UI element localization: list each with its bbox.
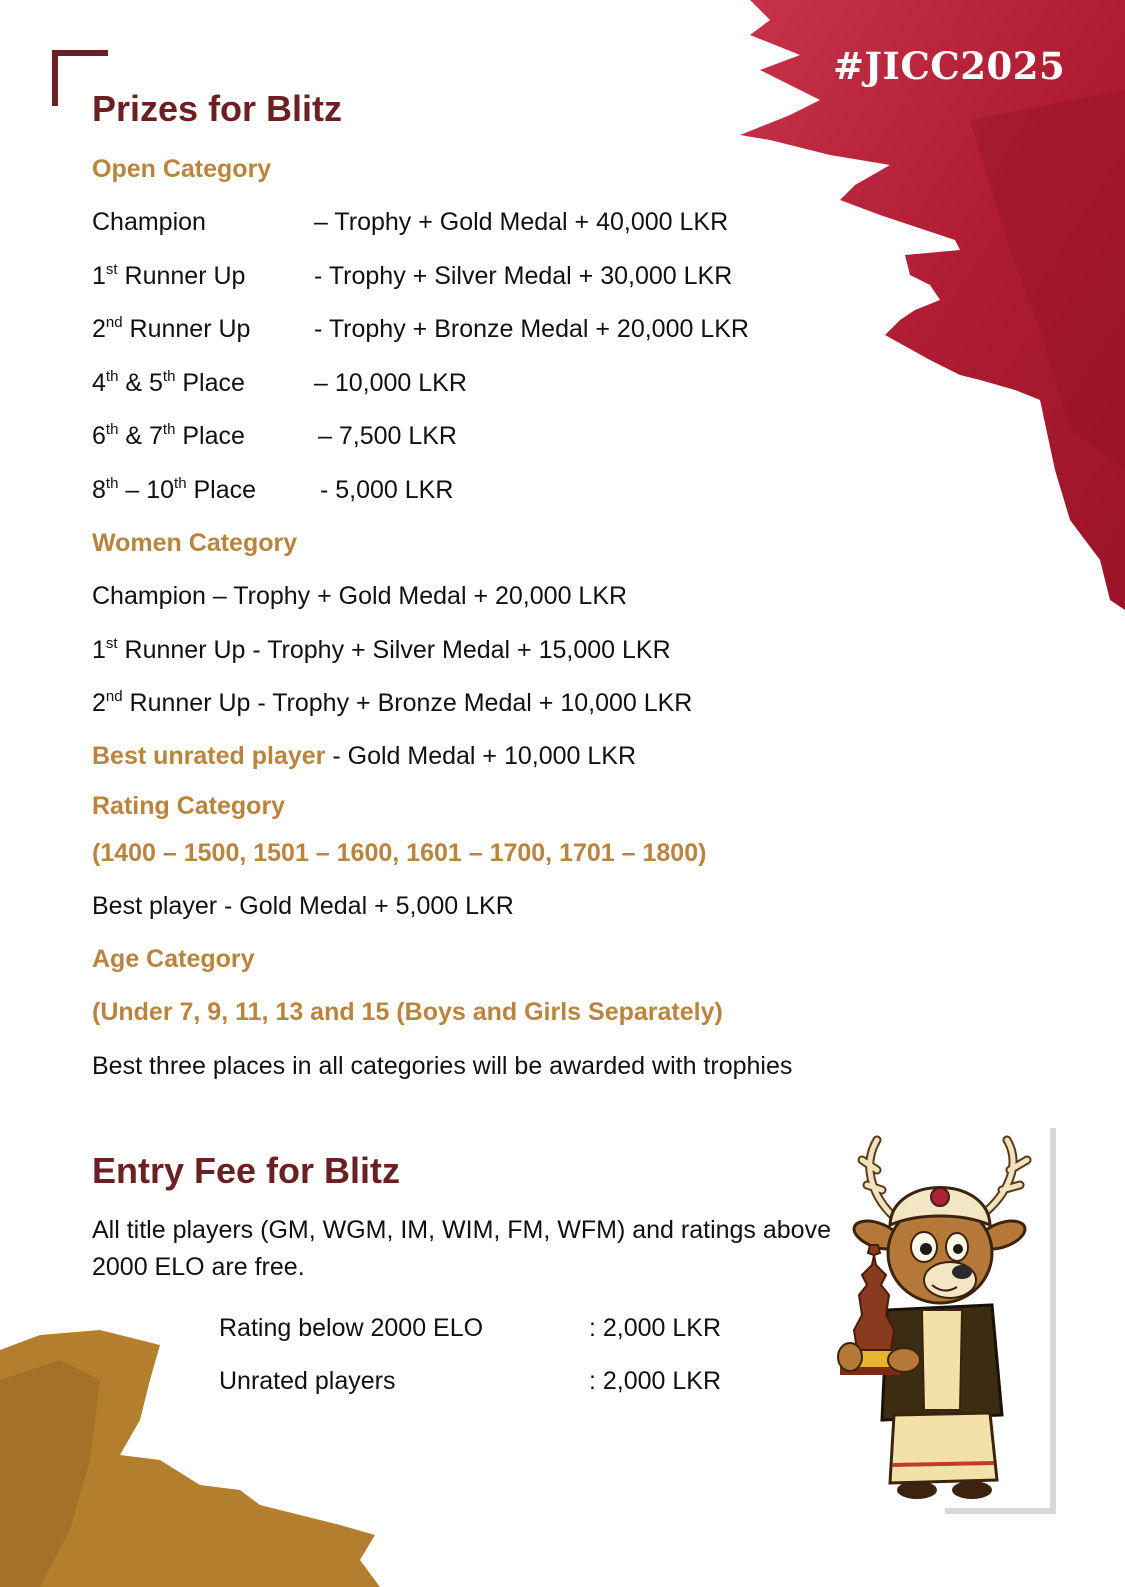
- age-prize: Best three places in all categories will be awarded with trophies: [92, 1052, 793, 1080]
- open-prize-row: [92, 315, 792, 344]
- rating-prize: Best player - Gold Medal + 5,000 LKR: [92, 892, 514, 920]
- age-groups: (Under 7, 9, 11, 13 and 15 (Boys and Girls Separately): [92, 998, 723, 1026]
- place-label: 8th – 10th Place: [92, 475, 257, 504]
- place-label: 1st Runner Up: [92, 261, 246, 290]
- fee-value: : 2,000 LKR: [589, 1314, 722, 1342]
- entry-fee-title: Entry Fee for Blitz: [92, 1150, 401, 1191]
- open-prize-row: [92, 422, 792, 451]
- place-label: Champion: [92, 208, 206, 236]
- age-category-heading: Age Category: [92, 945, 255, 973]
- fee-value: : 2,000 LKR: [589, 1367, 722, 1395]
- place-label: 6th & 7th Place: [92, 421, 245, 450]
- prize-value: - 5,000 LKR: [320, 476, 454, 504]
- deer-mascot-image: [832, 1135, 1047, 1505]
- entry-fee-row: [219, 1367, 759, 1396]
- gold-paint-splash: [0, 1320, 420, 1587]
- best-unrated-prize: - Gold Medal + 10,000 LKR: [325, 742, 637, 770]
- rating-ranges: (1400 – 1500, 1501 – 1600, 1601 – 1700, 1701 – 1800): [92, 839, 707, 867]
- prize-value: – Trophy + Gold Medal + 40,000 LKR: [314, 208, 729, 236]
- entry-fee-row: [219, 1314, 759, 1343]
- red-paint-splash: [710, 0, 1125, 610]
- prize-value: - Trophy + Bronze Medal + 20,000 LKR: [314, 315, 749, 343]
- prize-value: - Trophy + Silver Medal + 30,000 LKR: [314, 262, 733, 290]
- best-unrated-row: [92, 742, 636, 771]
- women-prize-row: Champion – Trophy + Gold Medal + 20,000 LKR: [92, 582, 628, 610]
- entry-fee-note-line2: 2000 ELO are free.: [92, 1253, 305, 1281]
- open-prize-row: [92, 262, 792, 291]
- prizes-title: Prizes for Blitz: [92, 88, 343, 129]
- women-category-heading: Women Category: [92, 529, 298, 557]
- prize-value: – 10,000 LKR: [314, 369, 467, 397]
- open-prize-row: [92, 208, 792, 237]
- mascot-frame-edge: [945, 1508, 1056, 1514]
- fee-label: Unrated players: [219, 1367, 396, 1395]
- open-category-heading: Open Category: [92, 155, 272, 183]
- entry-fee-note-line1: All title players (GM, WGM, IM, WIM, FM, WFM) and ratings above: [92, 1216, 831, 1244]
- event-hashtag: #JICC2025: [833, 44, 1066, 88]
- mascot-frame-edge: [1050, 1128, 1056, 1514]
- open-prize-row: [92, 476, 792, 505]
- best-unrated-label: Best unrated player: [92, 742, 326, 770]
- place-label: 2nd Runner Up: [92, 314, 251, 343]
- fee-label: Rating below 2000 ELO: [219, 1314, 484, 1342]
- prize-value: – 7,500 LKR: [318, 422, 457, 450]
- women-prize-row: 1st Runner Up - Trophy + Silver Medal + 15,000 LKR: [92, 635, 671, 664]
- rating-category-heading: Rating Category: [92, 792, 286, 820]
- women-prize-row: 2nd Runner Up - Trophy + Bronze Medal + 10,000 LKR: [92, 688, 693, 717]
- place-label: 4th & 5th Place: [92, 368, 245, 397]
- open-prize-row: [92, 369, 792, 398]
